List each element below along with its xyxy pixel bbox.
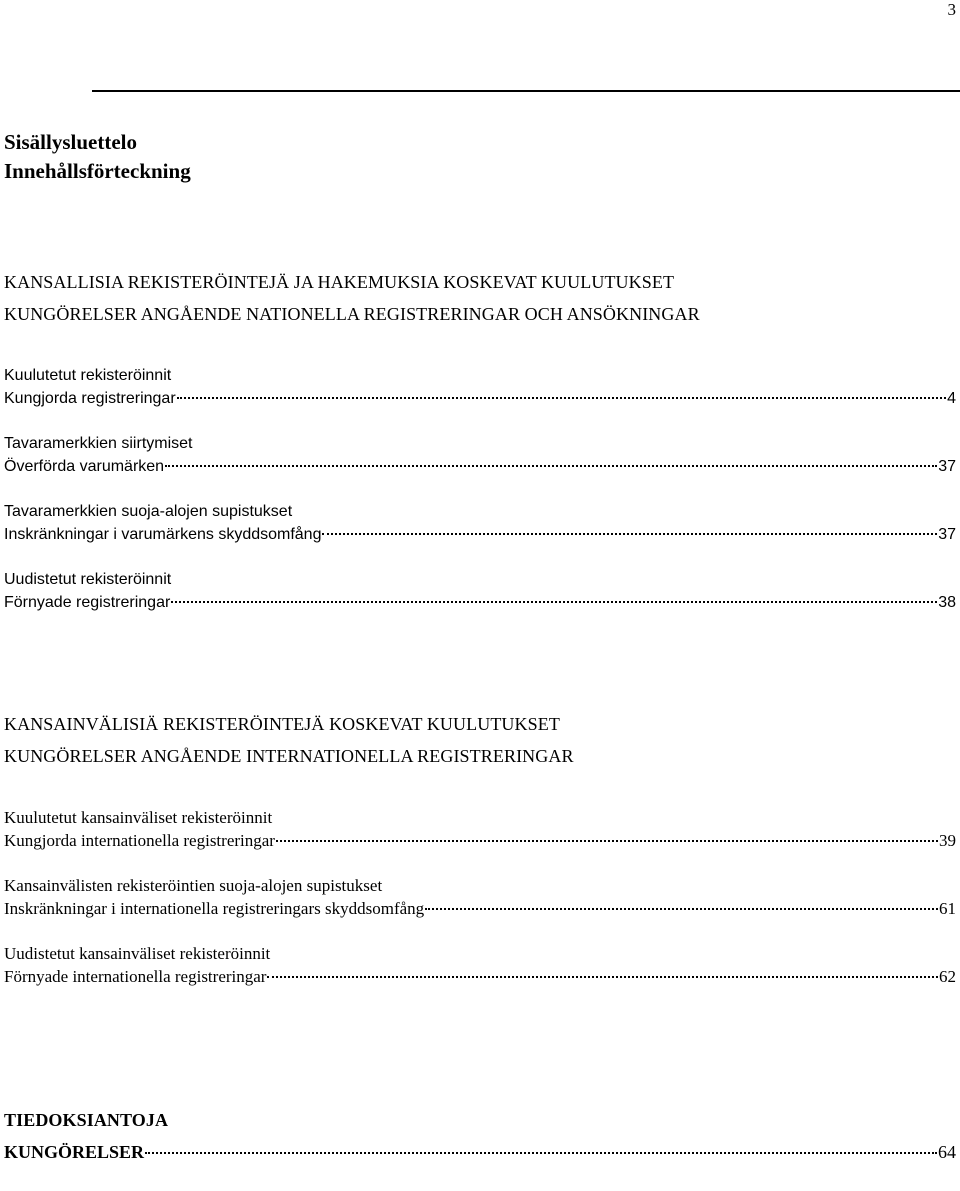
toc-content [4, 128, 956, 1168]
toc-entry-line [4, 387, 956, 410]
header-rule [92, 90, 960, 92]
toc-entry-line [4, 965, 956, 988]
toc-entries [4, 806, 956, 988]
section-heading-sv: KUNGÖRELSER ANGÅENDE INTERNATIONELLA REGISTRERINGAR [4, 746, 574, 766]
toc-entry[interactable] [4, 500, 956, 546]
section-international [4, 708, 956, 988]
toc-entry-page: 62 [939, 967, 956, 986]
toc-entry-sv: Inskränkningar i varumärkens skyddsomfång [4, 526, 322, 543]
toc-entry-sv: Förnyade registreringar [4, 594, 171, 611]
toc-entry-line [4, 591, 956, 614]
toc-entry[interactable] [4, 806, 956, 852]
toc-entry[interactable] [4, 568, 956, 614]
dot-leader [177, 397, 946, 399]
dot-leader [267, 976, 938, 978]
toc-entry-page: 4 [947, 390, 956, 407]
section-heading-sv: KUNGÖRELSER [4, 1142, 145, 1162]
dot-leader [165, 465, 937, 467]
toc-entry-page: 37 [938, 458, 956, 475]
toc-title-fi: Sisällysluettelo [4, 130, 138, 154]
toc-entry-sv: Kungjorda internationella registreringar [4, 831, 275, 850]
dot-leader [425, 908, 938, 910]
toc-entry[interactable] [4, 432, 956, 478]
section-heading-fi: TIEDOKSIANTOJA [4, 1110, 169, 1130]
toc-entry-fi: Kansainvälisten rekisteröintien suoja-alojen supistukset [4, 876, 383, 895]
toc-entry-fi: Tavaramerkkien suoja-alojen supistukset [4, 503, 293, 520]
toc-entry-fi: Kuulutetut rekisteröinnit [4, 367, 172, 384]
toc-entry-sv: Inskränkningar i internationella registreringars skyddsomfång [4, 899, 425, 918]
section-notices [4, 1104, 956, 1168]
toc-entry-line [4, 523, 956, 546]
toc-entry-fi: Tavaramerkkien siirtymiset [4, 435, 193, 452]
toc-entry-line[interactable] [4, 1136, 956, 1168]
section-heading-fi: KANSALLISIA REKISTERÖINTEJÄ JA HAKEMUKSIA KOSKEVAT KUULUTUKSET [4, 272, 675, 292]
toc-entry-sv: Överförda varumärken [4, 458, 165, 475]
toc-entry-line [4, 829, 956, 852]
section-heading [4, 266, 956, 330]
toc-entry-page: 38 [938, 594, 956, 611]
dot-leader [145, 1152, 937, 1154]
toc-entry-page: 64 [938, 1142, 956, 1162]
toc-entry-fi: Uudistetut kansainväliset rekisteröinnit [4, 944, 271, 963]
section-heading-fi: KANSAINVÄLISIÄ REKISTERÖINTEJÄ KOSKEVAT KUULUTUKSET [4, 714, 560, 734]
toc-entry-page: 39 [939, 831, 956, 850]
toc-title-sv: Innehållsförteckning [4, 159, 191, 183]
toc-entry-sv: Kungjorda registreringar [4, 390, 176, 407]
toc-title [4, 128, 956, 186]
dot-leader [322, 533, 937, 535]
section-national [4, 266, 956, 614]
toc-entry-page: 61 [939, 899, 956, 918]
toc-entry-fi: Uudistetut rekisteröinnit [4, 571, 172, 588]
toc-entry-line [4, 455, 956, 478]
toc-entry-line [4, 897, 956, 920]
toc-entry-fi: Kuulutetut kansainväliset rekisteröinnit [4, 808, 273, 827]
dot-leader [171, 601, 937, 603]
toc-entry-sv: Förnyade internationella registreringar [4, 967, 267, 986]
toc-entries [4, 364, 956, 614]
toc-entry[interactable] [4, 942, 956, 988]
toc-entry[interactable] [4, 364, 956, 410]
toc-entry-page: 37 [938, 526, 956, 543]
page-number: 3 [947, 0, 956, 19]
toc-entry[interactable] [4, 874, 956, 920]
section-heading [4, 708, 956, 772]
section-heading [4, 1104, 956, 1136]
dot-leader [276, 840, 938, 842]
section-heading-sv: KUNGÖRELSER ANGÅENDE NATIONELLA REGISTRERINGAR OCH ANSÖKNINGAR [4, 304, 700, 324]
